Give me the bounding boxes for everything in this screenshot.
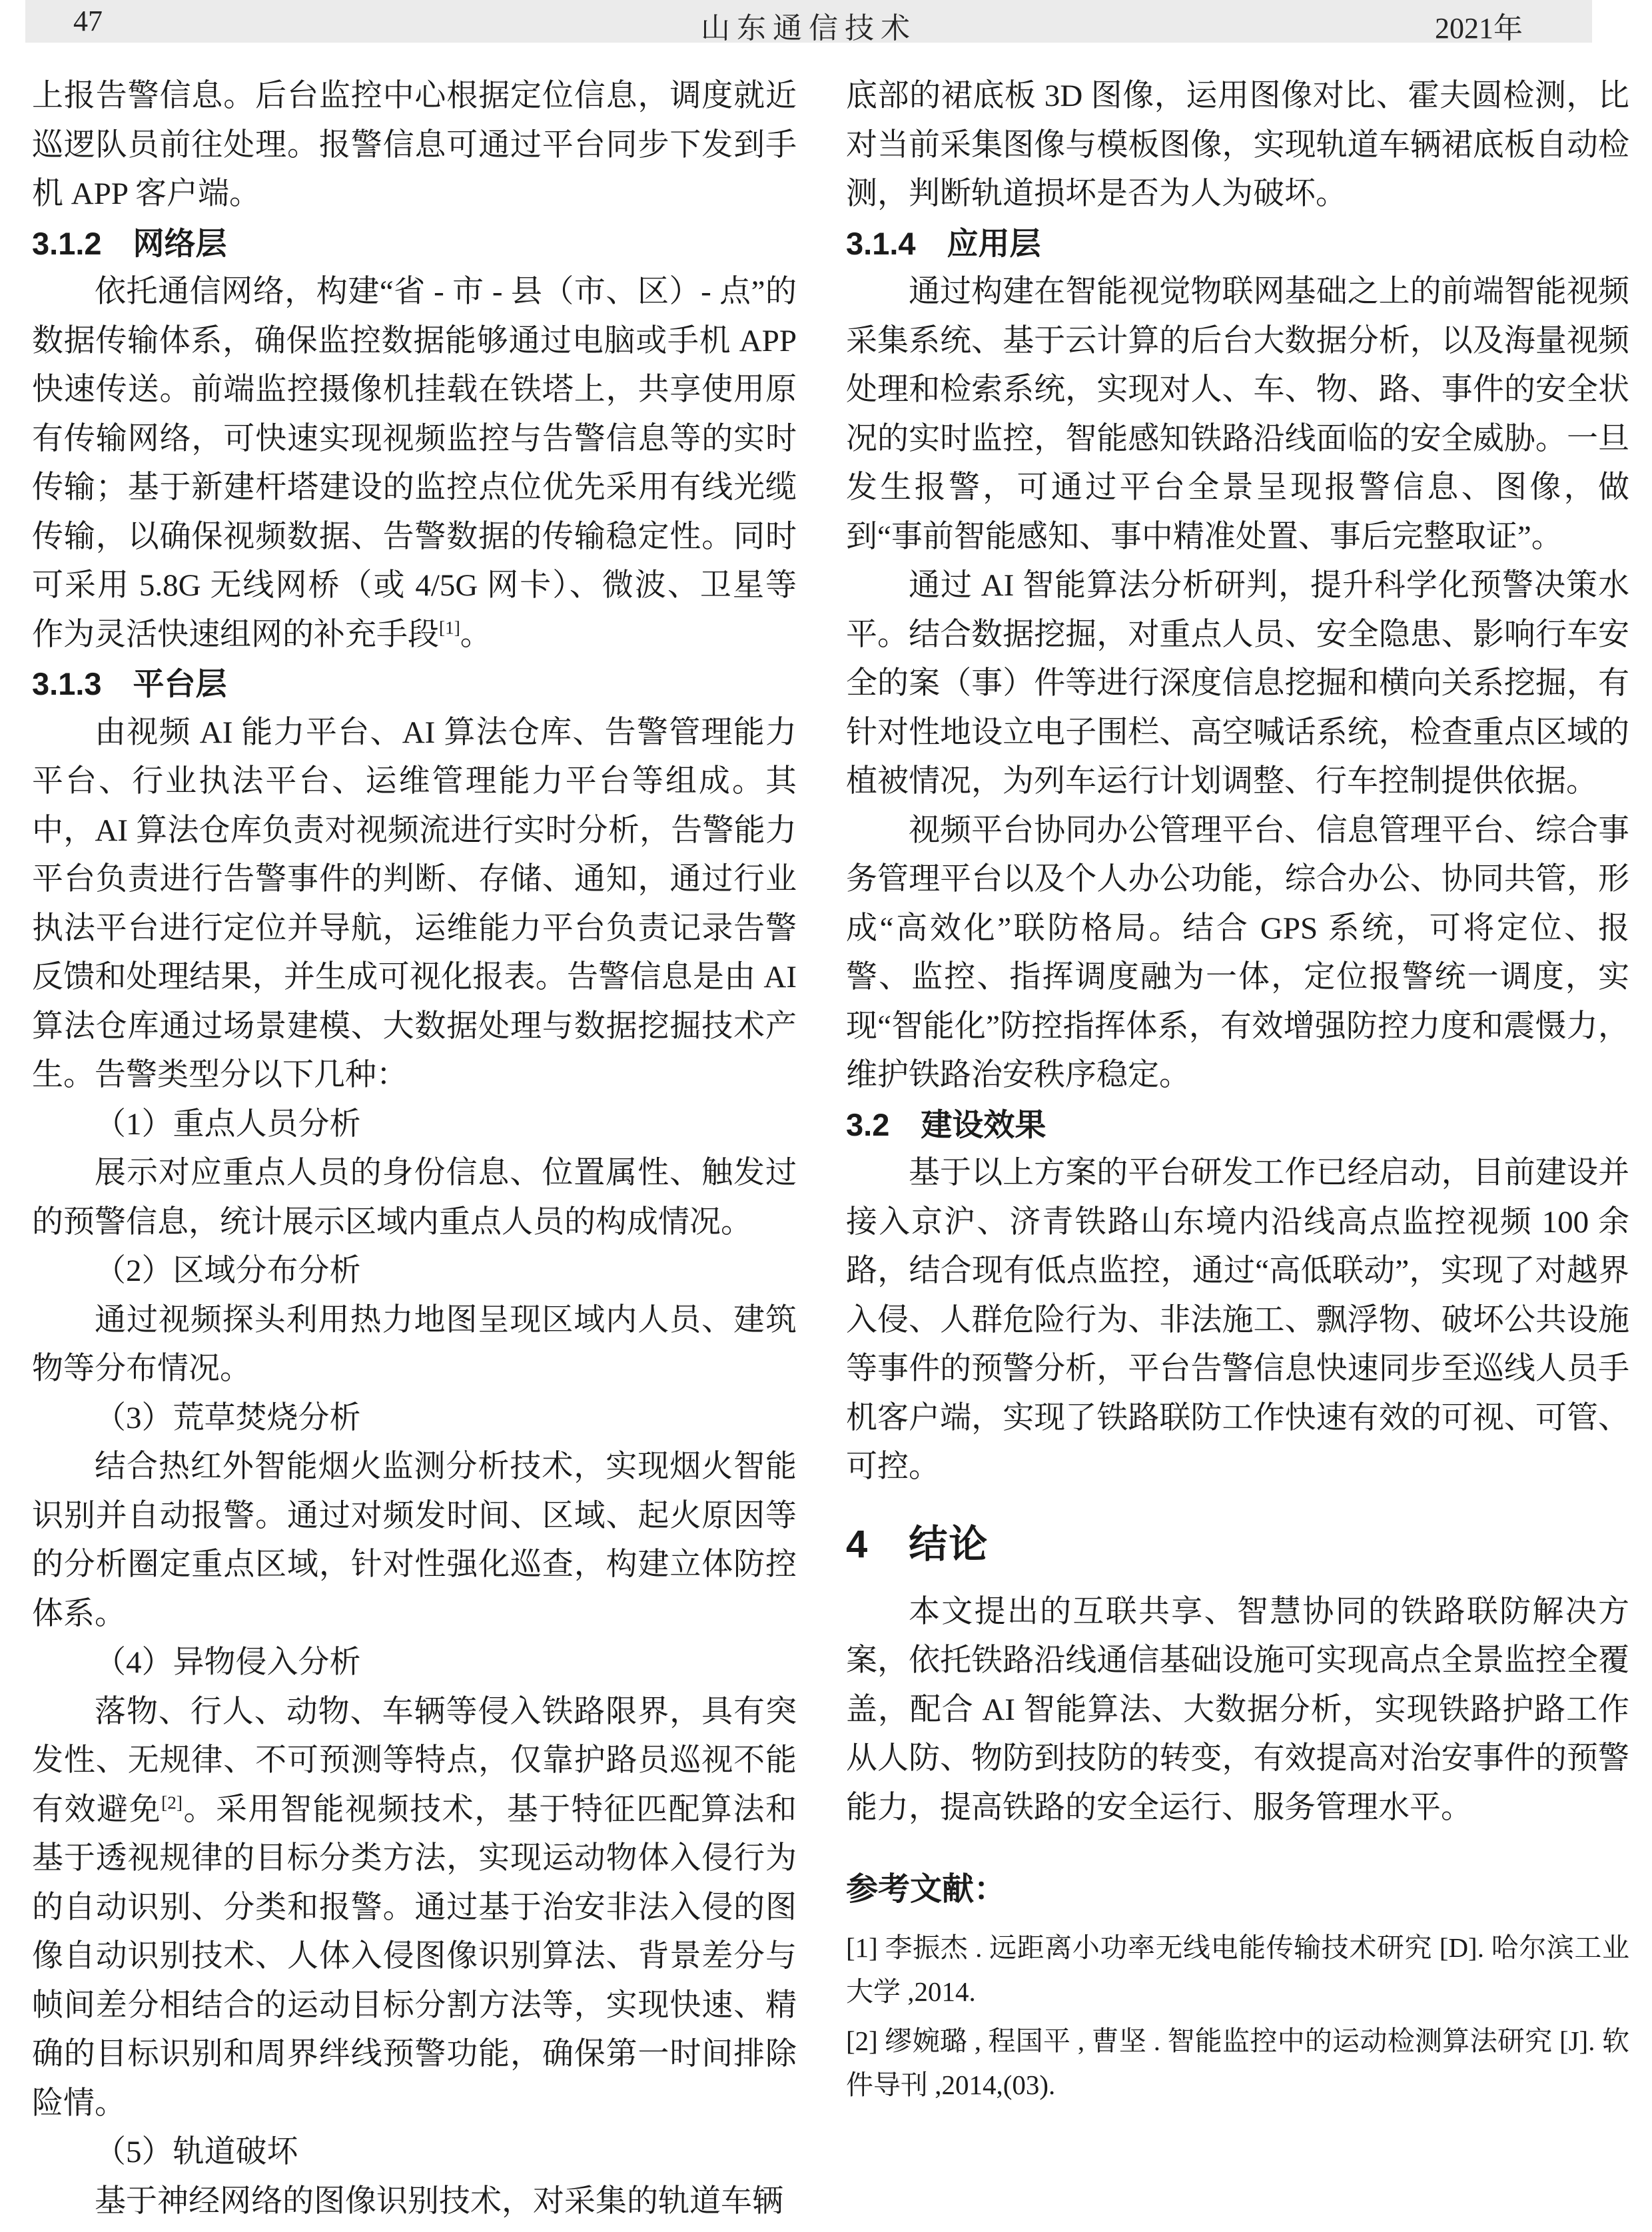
publication-year: 2021年 [1435,12,1523,45]
reference-item: [1] 李振杰 . 远距离小功率无线电能传输技术研究 [D]. 哈尔滨工业大学 ,2014. [846,1932,1629,2007]
paragraph-text: 。采用智能视频技术，基于特征匹配算法和基于透视规律的目标分类方法，实现运动物体入侵行为的自动识别、分类和报警。通过基于治安非法入侵的图像自动识别技术、人体入侵图像识别算法、背景差分与帧间差分相结合的运动目标分割方法等，实现快速、精确的目标识别和周界绊线预警功能，确保第一时间排除险情。 [32,1792,797,2121]
section-heading-3-1-4: 3.1.4 应用层 [846,225,1041,261]
list-item-5: （5）轨道破坏 [95,2135,298,2169]
journal-title: 山东通信技术 [701,12,917,45]
references-heading: 参考文献： [846,1872,1007,1907]
paragraph-text: 依托通信网络，构建“省 - 市 - 县（市、区）- 点”的数据传输体系，确保监控数据能够通过电脑或手机 APP 快速传送。前端监控摄像机挂载在铁塔上，共享使用原有传输网络，可快速实现视频监控与告警信息等的实时传输；基于新建杆塔建设的监控点位优先采用有线光缆传输，以确保视频数据、告警数据的传输稳定性。同时可采用 5.8G 无线网桥（或 4/5G 网卡）、微波、卫星等作为灵活快速组网的补充手段 [32,274,797,652]
running-header [25,0,1592,43]
section-heading-3-1-3: 3.1.3 平台层 [32,666,227,701]
left-column [32,72,797,2226]
paragraph: 视频平台协同办公管理平台、信息管理平台、综合事务管理平台以及个人办公功能，综合办公、协同共管，形成“高效化”联防格局。结合 GPS 系统，可将定位、报警、监控、指挥调度融为一体，定位报警统一调度，实现“智能化”防控指挥体系，有效增强防控力度和震慑力，维护铁路治安秩序稳定。 [846,813,1629,1092]
section-heading-3-1-2: 3.1.2 网络层 [32,225,227,261]
citation-ref-1: [1] [439,617,460,637]
list-item-2: （2）区域分布分析 [95,1254,361,1288]
paragraph: 基于神经网络的图像识别技术，对采集的轨道车辆 [95,2183,783,2219]
section-heading-4-conclusion: 4 结论 [846,1522,989,1566]
paragraph: 展示对应重点人员的身份信息、位置属性、触发过的预警信息，统计展示区域内重点人员的构成情况。 [32,1156,797,1240]
list-item-4: （4）异物侵入分析 [95,1645,361,1680]
paragraph: 本文提出的互联共享、智慧协同的铁路联防解决方案，依托铁路沿线通信基础设施可实现高点全景监控全覆盖，配合 AI 智能算法、大数据分析，实现铁路护路工作从人防、物防到技防的转变，有效提高对治安事件的预警能力，提高铁路的安全运行、服务管理水平。 [846,1594,1629,1825]
paragraph: 通过构建在智能视觉物联网基础之上的前端智能视频采集系统、基于云计算的后台大数据分析，以及海量视频处理和检索系统，实现对人、车、物、路、事件的安全状况的实时监控，智能感知铁路沿线面临的安全威胁。一旦发生报警，可通过平台全景呈现报警信息、图像，做到“事前智能感知、事中精准处置、事后完整取证”。 [846,274,1629,554]
paragraph: 由视频 AI 能力平台、AI 算法仓库、告警管理能力平台、行业执法平台、运维管理能力平台等组成。其中，AI 算法仓库负责对视频流进行实时分析，告警能力平台负责进行告警事件的判断、存储、通知，通过行业执法平台进行定位并导航，运维能力平台负责记录告警反馈和处理结果，并生成可视化报表。告警信息是由 AI 算法仓库通过场景建模、大数据处理与数据挖掘技术产生。告警类型分以下几种： [32,715,797,1092]
citation-ref-2: [2] [161,1792,183,1812]
list-item-3: （3）荒草焚烧分析 [95,1400,361,1435]
paragraph [32,1688,797,2129]
paragraph: 通过 AI 智能算法分析研判，提升科学化预警决策水平。结合数据挖掘，对重点人员、安全隐患、影响行车安全的案（事）件等进行深度信息挖掘和横向关系挖掘，有针对性地设立电子围栏、高空喊话系统，检查重点区域的植被情况，为列车运行计划调整、行车控制提供依据。 [846,568,1629,799]
paragraph: 结合热红外智能烟火监测分析技术，实现烟火智能识别并自动报警。通过对频发时间、区域、起火原因等的分析圈定重点区域，针对性强化巡查，构建立体防控体系。 [32,1449,797,1631]
paragraph: 通过视频探头利用热力地图呈现区域内人员、建筑物等分布情况。 [32,1302,797,1386]
paragraph: 底部的裙底板 3D 图像，运用图像对比、霍夫圆检测，比对当前采集图像与模板图像，实现轨道车辆裙底板自动检测，判断轨道损坏是否为人为破坏。 [846,79,1629,211]
paragraph-text: 。 [460,617,492,652]
paragraph-text: 落物、行人、动物、车辆等侵入铁路限界，具有突发性、无规律、不可预测等特点，仅靠护路员巡视不能有效避免 [32,1694,797,1827]
paragraph [32,268,797,659]
right-column [846,72,1629,2112]
paragraph: 上报告警信息。后台监控中心根据定位信息，调度就近巡逻队员前往处理。报警信息可通过平台同步下发到手机 APP 客户端。 [32,79,797,211]
section-heading-3-2: 3.2 建设效果 [846,1106,1046,1142]
paragraph: 基于以上方案的平台研发工作已经启动，目前建设并接入京沪、济青铁路山东境内沿线高点监控视频 100 余路，结合现有低点监控，通过“高低联动”，实现了对越界入侵、人群危险行为、非法施工、飘浮物、破坏公共设施等事件的预警分析，平台告警信息快速同步至巡线人员手机客户端，实现了铁路联防工作快速有效的可视、可管、可控。 [846,1156,1629,1484]
page-number: 47 [73,5,103,37]
reference-item: [2] 缪婉璐 , 程国平 , 曹坚 . 智能监控中的运动检测算法研究 [J]. 软件导刊 ,2014,(03). [846,2026,1629,2100]
list-item-1: （1）重点人员分析 [95,1106,361,1142]
